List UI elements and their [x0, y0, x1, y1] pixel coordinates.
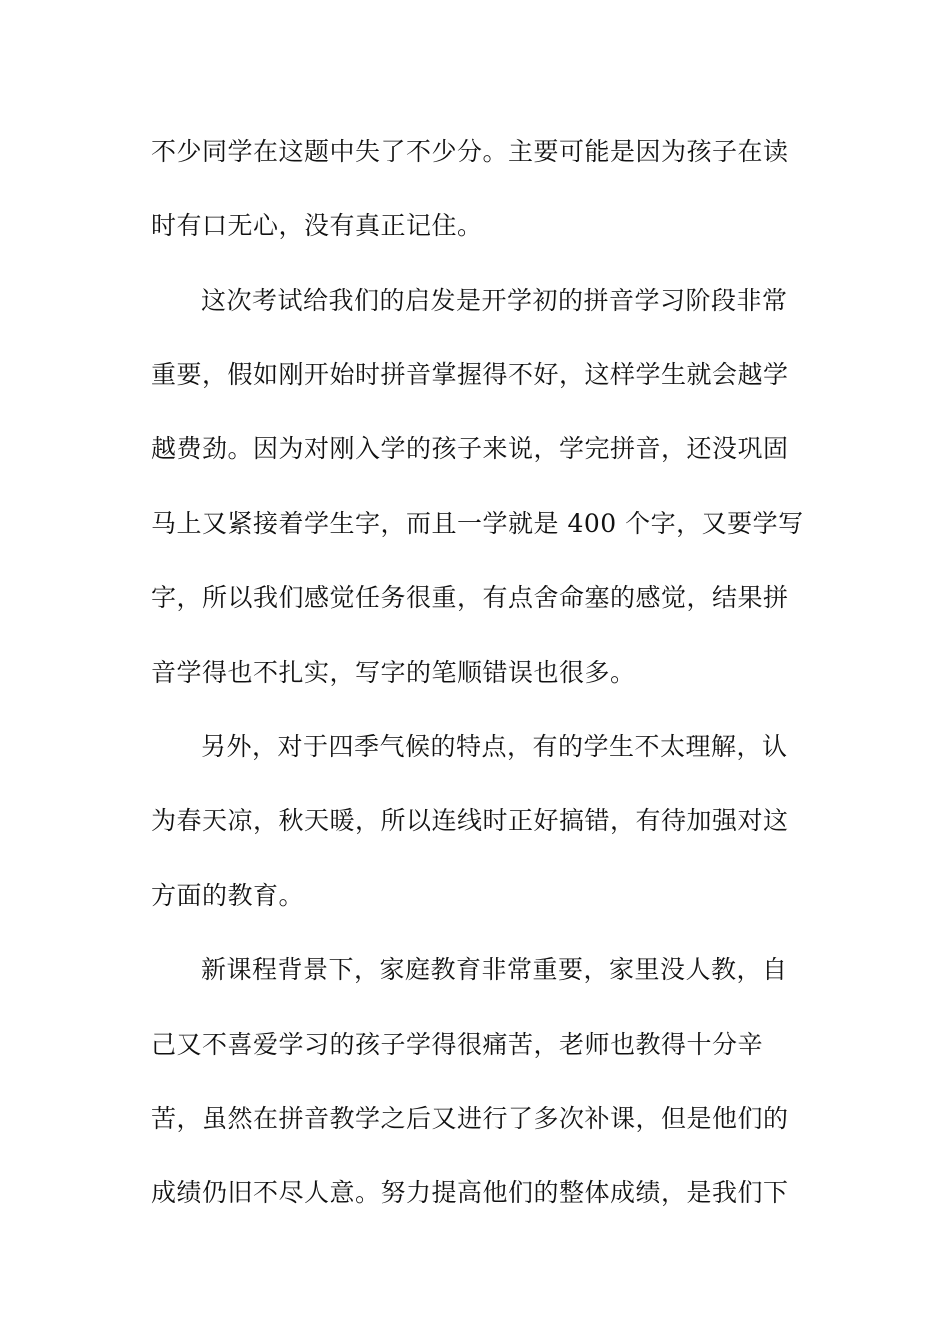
text-line-content: 另外，对于四季气候的特点，有的学生不太理解，认: [201, 732, 788, 761]
text-line: [0, 876, 950, 916]
text-line: [0, 429, 950, 469]
text-line-content: 字，所以我们感觉任务很重，有点舍命塞的感觉，结果拼: [151, 583, 789, 612]
text-line: [0, 801, 950, 841]
text-line: [0, 1099, 950, 1139]
text-line-content: 音学得也不扎实，写字的笔顺错误也很多。: [151, 658, 636, 687]
text-line-content: 这次考试给我们的启发是开学初的拼音学习阶段非常: [201, 286, 788, 315]
text-line: [0, 504, 950, 544]
text-line: [0, 132, 950, 172]
text-line-content: 马上又紧接着学生字，而且一学就是 400 个字，又要学写: [151, 509, 804, 538]
paragraph-first-line: [0, 727, 950, 767]
text-line: [0, 355, 950, 395]
text-line-content: 为春天凉，秋天暖，所以连线时正好搞错，有待加强对这: [151, 806, 789, 835]
text-line-content: 方面的教育。: [151, 881, 305, 910]
text-line-content: 重要，假如刚开始时拼音掌握得不好，这样学生就会越学: [151, 360, 789, 389]
text-line: [0, 206, 950, 246]
text-line-content: 不少同学在这题中失了不少分。主要可能是因为孩子在读: [151, 137, 789, 166]
text-line-content: 苦，虽然在拼音教学之后又进行了多次补课，但是他们的: [151, 1104, 789, 1133]
paragraph-first-line: [0, 281, 950, 321]
text-line-content: 新课程背景下，家庭教育非常重要，家里没人教，自: [201, 955, 788, 984]
text-line-content: 越费劲。因为对刚入学的孩子来说，学完拼音，还没巩固: [151, 434, 789, 463]
text-line-content: 己又不喜爱学习的孩子学得很痛苦，老师也教得十分辛: [151, 1030, 764, 1059]
text-line-content: 成绩仍旧不尽人意。努力提高他们的整体成绩，是我们下: [151, 1178, 789, 1207]
text-line-content: 时有口无心，没有真正记住。: [151, 211, 483, 240]
text-line: [0, 1173, 950, 1213]
text-line: [0, 578, 950, 618]
text-line: [0, 653, 950, 693]
text-line: [0, 1025, 950, 1065]
paragraph-first-line: [0, 950, 950, 990]
